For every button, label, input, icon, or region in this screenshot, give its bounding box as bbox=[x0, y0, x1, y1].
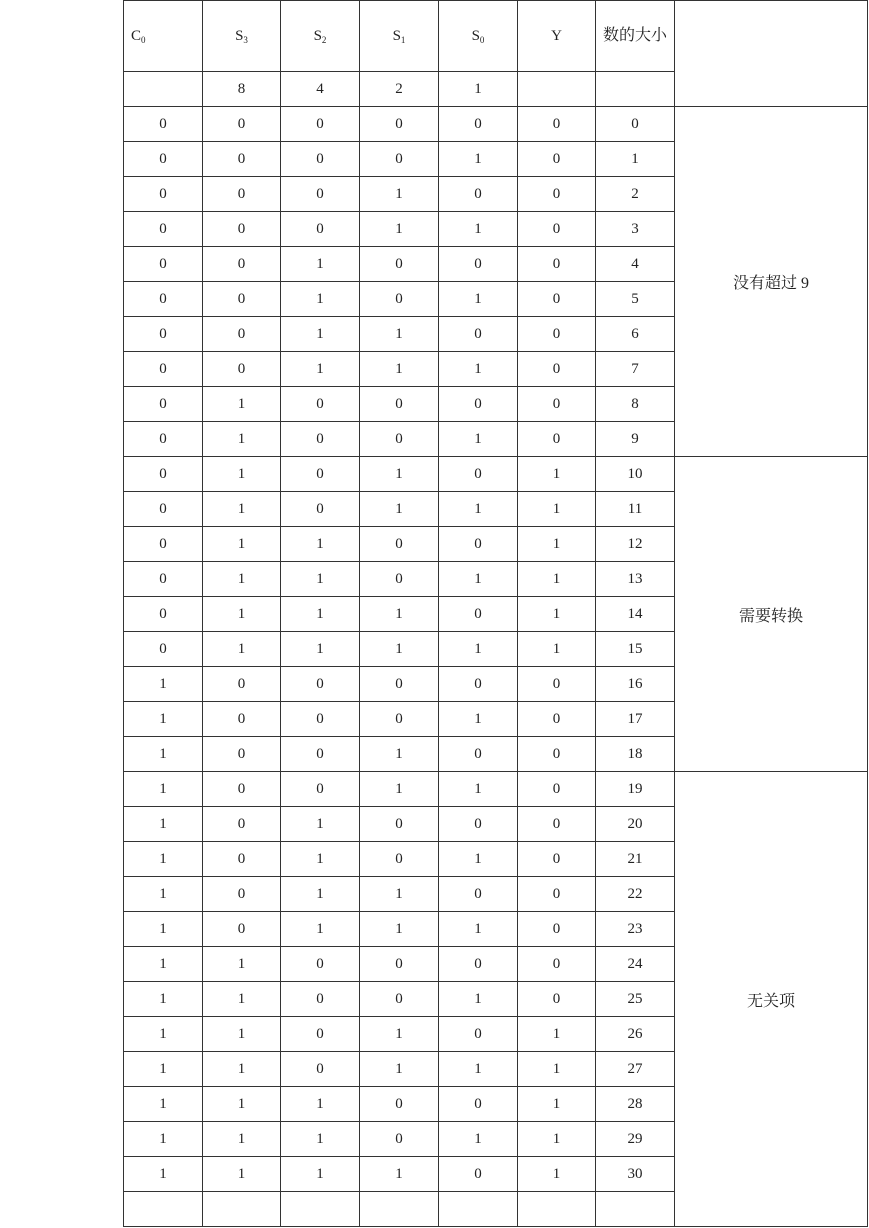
cell-s1 bbox=[360, 1192, 439, 1227]
cell-s3: 0 bbox=[203, 702, 281, 737]
cell-y: 0 bbox=[518, 772, 596, 807]
cell-c0: 1 bbox=[124, 1087, 203, 1122]
cell-s2: 1 bbox=[281, 597, 360, 632]
cell-c0: 1 bbox=[124, 1017, 203, 1052]
cell-s2: 0 bbox=[281, 212, 360, 247]
cell-c0 bbox=[124, 1192, 203, 1227]
cell-s3: 0 bbox=[203, 912, 281, 947]
cell-c0: 0 bbox=[124, 282, 203, 317]
cell-c0: 1 bbox=[124, 912, 203, 947]
cell-y: 0 bbox=[518, 842, 596, 877]
cell-s2: 1 bbox=[281, 352, 360, 387]
cell-c0: 0 bbox=[124, 422, 203, 457]
cell-s3: 0 bbox=[203, 212, 281, 247]
cell-s2: 1 bbox=[281, 247, 360, 282]
cell-y: 1 bbox=[518, 527, 596, 562]
cell-s1: 1 bbox=[360, 597, 439, 632]
cell-s1: 1 bbox=[360, 772, 439, 807]
cell-y: 1 bbox=[518, 597, 596, 632]
cell-s0: 0 bbox=[439, 737, 518, 772]
cell-y: 1 bbox=[518, 457, 596, 492]
cell-c0: 1 bbox=[124, 982, 203, 1017]
cell-y: 0 bbox=[518, 667, 596, 702]
group-label: 没有超过 9 bbox=[675, 107, 868, 457]
cell-s3 bbox=[203, 1192, 281, 1227]
cell-s0: 0 bbox=[439, 1017, 518, 1052]
cell-y: 1 bbox=[518, 1052, 596, 1087]
cell-s2: 0 bbox=[281, 772, 360, 807]
cell-s0: 1 bbox=[439, 422, 518, 457]
cell-c0: 0 bbox=[124, 142, 203, 177]
cell-magnitude: 17 bbox=[596, 702, 675, 737]
table-row bbox=[124, 457, 868, 492]
cell-s2: 0 bbox=[281, 142, 360, 177]
cell-y: 0 bbox=[518, 982, 596, 1017]
cell-s3: 1 bbox=[203, 562, 281, 597]
cell-s3: 0 bbox=[203, 317, 281, 352]
cell-s0: 0 bbox=[439, 107, 518, 142]
cell-s2: 0 bbox=[281, 1052, 360, 1087]
cell-s3: 1 bbox=[203, 387, 281, 422]
cell-magnitude: 21 bbox=[596, 842, 675, 877]
cell-s1: 0 bbox=[360, 702, 439, 737]
weight-s3: 8 bbox=[203, 72, 281, 107]
cell-s2: 0 bbox=[281, 492, 360, 527]
cell-c0: 0 bbox=[124, 107, 203, 142]
cell-s0: 0 bbox=[439, 177, 518, 212]
cell-s3: 1 bbox=[203, 632, 281, 667]
cell-c0: 0 bbox=[124, 632, 203, 667]
cell-s0: 1 bbox=[439, 912, 518, 947]
cell-s2: 0 bbox=[281, 177, 360, 212]
cell-s1: 0 bbox=[360, 107, 439, 142]
cell-s3: 1 bbox=[203, 527, 281, 562]
cell-c0: 1 bbox=[124, 772, 203, 807]
cell-y: 0 bbox=[518, 387, 596, 422]
cell-magnitude: 26 bbox=[596, 1017, 675, 1052]
cell-s0: 0 bbox=[439, 1087, 518, 1122]
weight-s1: 2 bbox=[360, 72, 439, 107]
cell-s3: 1 bbox=[203, 1017, 281, 1052]
cell-s1: 1 bbox=[360, 912, 439, 947]
cell-s2: 1 bbox=[281, 912, 360, 947]
cell-s3: 1 bbox=[203, 982, 281, 1017]
cell-s2: 0 bbox=[281, 107, 360, 142]
cell-magnitude: 23 bbox=[596, 912, 675, 947]
cell-s0: 1 bbox=[439, 982, 518, 1017]
cell-magnitude: 18 bbox=[596, 737, 675, 772]
cell-s2: 1 bbox=[281, 1122, 360, 1157]
cell-y: 0 bbox=[518, 422, 596, 457]
cell-magnitude: 11 bbox=[596, 492, 675, 527]
cell-y: 1 bbox=[518, 1122, 596, 1157]
cell-s3: 1 bbox=[203, 1052, 281, 1087]
cell-c0: 1 bbox=[124, 667, 203, 702]
cell-s1: 0 bbox=[360, 282, 439, 317]
cell-y: 0 bbox=[518, 177, 596, 212]
cell-s3: 0 bbox=[203, 842, 281, 877]
cell-s2: 1 bbox=[281, 1087, 360, 1122]
cell-s2: 1 bbox=[281, 282, 360, 317]
weight-s2: 4 bbox=[281, 72, 360, 107]
cell-s1: 0 bbox=[360, 807, 439, 842]
weight-y bbox=[518, 72, 596, 107]
cell-c0: 1 bbox=[124, 1122, 203, 1157]
cell-s1: 0 bbox=[360, 667, 439, 702]
cell-magnitude: 28 bbox=[596, 1087, 675, 1122]
cell-magnitude: 3 bbox=[596, 212, 675, 247]
cell-c0: 1 bbox=[124, 807, 203, 842]
header-s2: $S_2$ bbox=[281, 1, 360, 72]
cell-s1: 1 bbox=[360, 212, 439, 247]
cell-s3: 1 bbox=[203, 457, 281, 492]
cell-y: 1 bbox=[518, 562, 596, 597]
cell-s3: 0 bbox=[203, 877, 281, 912]
cell-y: 0 bbox=[518, 702, 596, 737]
cell-s1: 0 bbox=[360, 842, 439, 877]
cell-y: 1 bbox=[518, 492, 596, 527]
table-row bbox=[124, 107, 868, 142]
cell-magnitude: 16 bbox=[596, 667, 675, 702]
cell-s1: 1 bbox=[360, 877, 439, 912]
cell-s0: 0 bbox=[439, 597, 518, 632]
cell-s3: 0 bbox=[203, 352, 281, 387]
cell-magnitude: 13 bbox=[596, 562, 675, 597]
cell-s0: 0 bbox=[439, 667, 518, 702]
cell-magnitude bbox=[596, 1192, 675, 1227]
cell-s0: 1 bbox=[439, 632, 518, 667]
cell-magnitude: 20 bbox=[596, 807, 675, 842]
cell-s1: 0 bbox=[360, 562, 439, 597]
cell-s2: 1 bbox=[281, 317, 360, 352]
cell-magnitude: 19 bbox=[596, 772, 675, 807]
table-row bbox=[124, 772, 868, 807]
cell-s0: 0 bbox=[439, 247, 518, 282]
cell-s3: 1 bbox=[203, 492, 281, 527]
cell-c0: 0 bbox=[124, 352, 203, 387]
cell-magnitude: 12 bbox=[596, 527, 675, 562]
cell-s2: 1 bbox=[281, 1157, 360, 1192]
cell-magnitude: 15 bbox=[596, 632, 675, 667]
cell-s0: 0 bbox=[439, 877, 518, 912]
cell-c0: 0 bbox=[124, 247, 203, 282]
cell-s2 bbox=[281, 1192, 360, 1227]
cell-s0: 1 bbox=[439, 212, 518, 247]
header-magnitude: 数的大小 bbox=[596, 1, 675, 72]
cell-s2: 0 bbox=[281, 457, 360, 492]
cell-magnitude: 6 bbox=[596, 317, 675, 352]
cell-c0: 0 bbox=[124, 387, 203, 422]
cell-s0: 1 bbox=[439, 1052, 518, 1087]
cell-y: 1 bbox=[518, 1017, 596, 1052]
cell-c0: 0 bbox=[124, 212, 203, 247]
cell-c0: 1 bbox=[124, 947, 203, 982]
cell-magnitude: 1 bbox=[596, 142, 675, 177]
cell-y: 0 bbox=[518, 807, 596, 842]
cell-s1: 0 bbox=[360, 247, 439, 282]
cell-s1: 1 bbox=[360, 1017, 439, 1052]
cell-s2: 0 bbox=[281, 1017, 360, 1052]
group-label: 需要转换 bbox=[675, 457, 868, 772]
cell-s2: 1 bbox=[281, 632, 360, 667]
cell-s1: 1 bbox=[360, 632, 439, 667]
cell-s1: 0 bbox=[360, 142, 439, 177]
cell-s3: 1 bbox=[203, 1157, 281, 1192]
cell-s1: 0 bbox=[360, 387, 439, 422]
cell-y: 0 bbox=[518, 352, 596, 387]
cell-s0: 1 bbox=[439, 492, 518, 527]
cell-s1: 0 bbox=[360, 982, 439, 1017]
header-s0: $S_0$ bbox=[439, 1, 518, 72]
cell-s2: 0 bbox=[281, 387, 360, 422]
cell-s0: 1 bbox=[439, 1122, 518, 1157]
cell-s2: 0 bbox=[281, 667, 360, 702]
cell-s2: 0 bbox=[281, 982, 360, 1017]
cell-y: 0 bbox=[518, 912, 596, 947]
cell-c0: 0 bbox=[124, 527, 203, 562]
cell-c0: 0 bbox=[124, 177, 203, 212]
cell-s3: 0 bbox=[203, 247, 281, 282]
group-label: 无关项 bbox=[675, 772, 868, 1227]
cell-y: 0 bbox=[518, 212, 596, 247]
cell-s2: 0 bbox=[281, 702, 360, 737]
header-note-blank bbox=[675, 1, 868, 107]
header-s1: $S_1$ bbox=[360, 1, 439, 72]
cell-magnitude: 8 bbox=[596, 387, 675, 422]
weight-magnitude bbox=[596, 72, 675, 107]
cell-s2: 1 bbox=[281, 877, 360, 912]
cell-s1: 0 bbox=[360, 947, 439, 982]
cell-s0: 1 bbox=[439, 282, 518, 317]
weight-c0 bbox=[124, 72, 203, 107]
cell-magnitude: 22 bbox=[596, 877, 675, 912]
cell-magnitude: 2 bbox=[596, 177, 675, 212]
cell-s1: 0 bbox=[360, 422, 439, 457]
cell-s0 bbox=[439, 1192, 518, 1227]
cell-s3: 0 bbox=[203, 142, 281, 177]
cell-s1: 0 bbox=[360, 1087, 439, 1122]
cell-c0: 1 bbox=[124, 1157, 203, 1192]
cell-magnitude: 7 bbox=[596, 352, 675, 387]
cell-y: 0 bbox=[518, 947, 596, 982]
cell-s2: 1 bbox=[281, 807, 360, 842]
cell-magnitude: 10 bbox=[596, 457, 675, 492]
cell-s1: 0 bbox=[360, 1122, 439, 1157]
cell-s0: 0 bbox=[439, 1157, 518, 1192]
cell-y: 1 bbox=[518, 1087, 596, 1122]
cell-magnitude: 27 bbox=[596, 1052, 675, 1087]
cell-s1: 1 bbox=[360, 737, 439, 772]
cell-s1: 1 bbox=[360, 1052, 439, 1087]
header-y: Y bbox=[518, 1, 596, 72]
cell-s3: 0 bbox=[203, 772, 281, 807]
weight-s0: 1 bbox=[439, 72, 518, 107]
cell-c0: 0 bbox=[124, 597, 203, 632]
cell-magnitude: 24 bbox=[596, 947, 675, 982]
cell-s0: 0 bbox=[439, 457, 518, 492]
cell-s3: 0 bbox=[203, 107, 281, 142]
cell-c0: 1 bbox=[124, 1052, 203, 1087]
cell-c0: 1 bbox=[124, 737, 203, 772]
cell-s1: 1 bbox=[360, 492, 439, 527]
cell-y: 0 bbox=[518, 282, 596, 317]
cell-s1: 0 bbox=[360, 527, 439, 562]
cell-s1: 1 bbox=[360, 457, 439, 492]
cell-s3: 1 bbox=[203, 947, 281, 982]
cell-magnitude: 29 bbox=[596, 1122, 675, 1157]
cell-s2: 1 bbox=[281, 527, 360, 562]
cell-s0: 0 bbox=[439, 807, 518, 842]
cell-s0: 1 bbox=[439, 142, 518, 177]
cell-s1: 1 bbox=[360, 177, 439, 212]
cell-s0: 0 bbox=[439, 527, 518, 562]
cell-c0: 0 bbox=[124, 457, 203, 492]
cell-magnitude: 14 bbox=[596, 597, 675, 632]
cell-magnitude: 4 bbox=[596, 247, 675, 282]
cell-c0: 0 bbox=[124, 492, 203, 527]
cell-s3: 1 bbox=[203, 422, 281, 457]
cell-s0: 1 bbox=[439, 562, 518, 597]
cell-s0: 0 bbox=[439, 387, 518, 422]
header-s3: $S_3$ bbox=[203, 1, 281, 72]
cell-s3: 1 bbox=[203, 1122, 281, 1157]
cell-s0: 1 bbox=[439, 352, 518, 387]
cell-magnitude: 0 bbox=[596, 107, 675, 142]
cell-s2: 0 bbox=[281, 422, 360, 457]
cell-s2: 0 bbox=[281, 947, 360, 982]
cell-y bbox=[518, 1192, 596, 1227]
cell-s2: 0 bbox=[281, 737, 360, 772]
cell-s3: 1 bbox=[203, 1087, 281, 1122]
cell-s0: 0 bbox=[439, 947, 518, 982]
cell-y: 0 bbox=[518, 317, 596, 352]
cell-magnitude: 30 bbox=[596, 1157, 675, 1192]
cell-s3: 0 bbox=[203, 667, 281, 702]
cell-s3: 1 bbox=[203, 597, 281, 632]
header-row bbox=[124, 1, 868, 72]
cell-y: 0 bbox=[518, 247, 596, 282]
cell-c0: 0 bbox=[124, 562, 203, 597]
cell-c0: 1 bbox=[124, 842, 203, 877]
cell-c0: 0 bbox=[124, 317, 203, 352]
header-c0: $C_0$ bbox=[124, 1, 203, 72]
cell-s1: 1 bbox=[360, 1157, 439, 1192]
cell-s1: 1 bbox=[360, 352, 439, 387]
cell-s1: 1 bbox=[360, 317, 439, 352]
cell-magnitude: 25 bbox=[596, 982, 675, 1017]
cell-s0: 1 bbox=[439, 702, 518, 737]
cell-s3: 0 bbox=[203, 177, 281, 212]
cell-s2: 1 bbox=[281, 842, 360, 877]
cell-c0: 1 bbox=[124, 702, 203, 737]
cell-magnitude: 5 bbox=[596, 282, 675, 317]
cell-s3: 0 bbox=[203, 282, 281, 317]
cell-y: 0 bbox=[518, 107, 596, 142]
cell-s0: 1 bbox=[439, 842, 518, 877]
cell-s3: 0 bbox=[203, 807, 281, 842]
cell-y: 1 bbox=[518, 1157, 596, 1192]
cell-s0: 1 bbox=[439, 772, 518, 807]
cell-c0: 1 bbox=[124, 877, 203, 912]
cell-y: 0 bbox=[518, 737, 596, 772]
cell-s2: 1 bbox=[281, 562, 360, 597]
cell-y: 1 bbox=[518, 632, 596, 667]
cell-s0: 0 bbox=[439, 317, 518, 352]
cell-y: 0 bbox=[518, 142, 596, 177]
truth-table bbox=[123, 0, 868, 1227]
cell-magnitude: 9 bbox=[596, 422, 675, 457]
cell-y: 0 bbox=[518, 877, 596, 912]
cell-s3: 0 bbox=[203, 737, 281, 772]
